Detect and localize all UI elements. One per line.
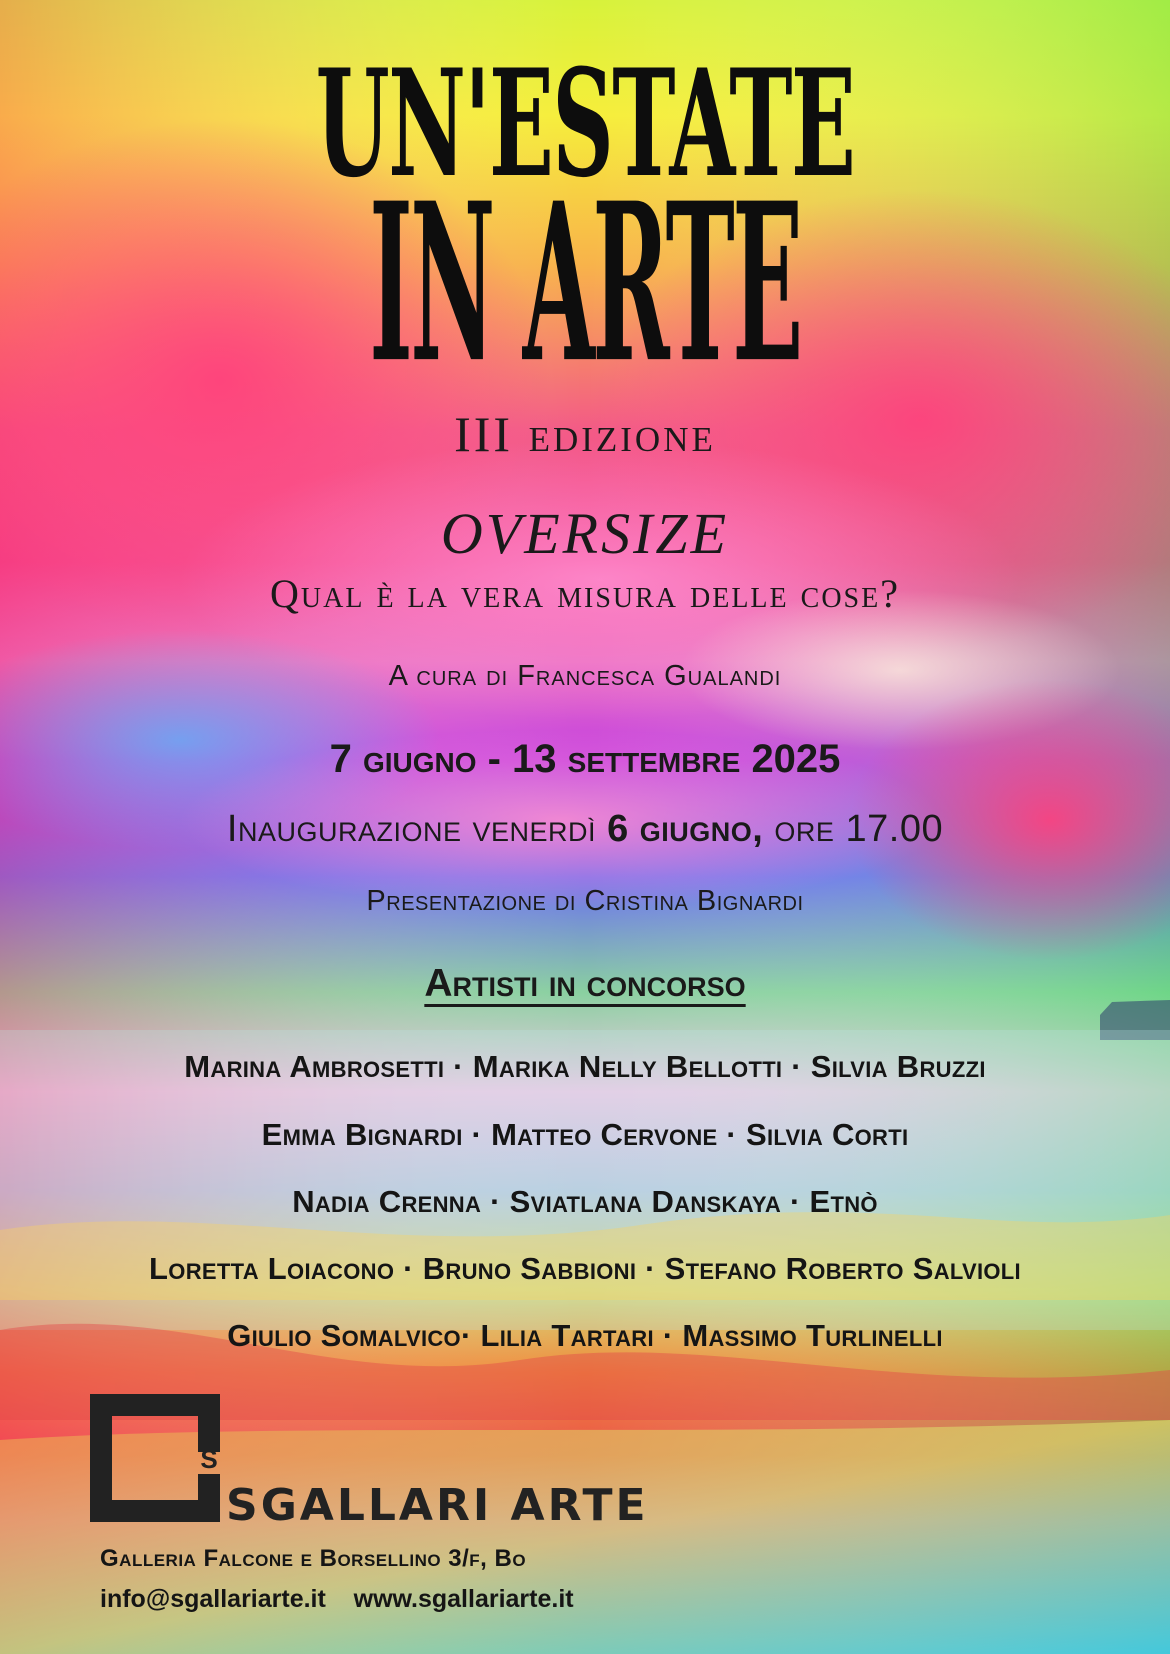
poster-title-line2: IN ARTE (369, 156, 801, 412)
artists-heading: Artisti in concorso (424, 962, 746, 1005)
gallery-logo (88, 1392, 649, 1531)
gallery-name: SGALLARI ARTE (226, 1480, 649, 1531)
artists-line: Nadia Crenna · Sviatlana Danskaya · Etnò (292, 1184, 878, 1219)
logo-s-mark: S (200, 1444, 218, 1474)
gallery-website: www.sgallariarte.it (353, 1585, 574, 1613)
exhibition-dates: 7 giugno - 13 settembre 2025 (329, 737, 841, 781)
exhibition-theme: OVERSIZE (440, 501, 730, 566)
curator-credit: A cura di Francesca Gualandi (388, 660, 782, 692)
gallery-email: info@sgallariarte.it (100, 1585, 326, 1613)
theme-question: Qual è la vera misura delle cose? (270, 571, 900, 616)
artists-line: Emma Bignardi · Matteo Cervone · Silvia Corti (261, 1117, 909, 1152)
artists-line: Loretta Loiacono · Bruno Sabbioni · Stefano Roberto Salvioli (149, 1251, 1021, 1286)
poster-title-line1: UN'ESTATE (315, 36, 855, 210)
opening-time: ore 17.00 (763, 808, 944, 850)
artists-line: Marina Ambrosetti · Marika Nelly Bellotti · Silvia Bruzzi (184, 1049, 986, 1084)
opening-info (0, 808, 1170, 851)
opening-prefix: Inaugurazione venerdì (226, 808, 608, 850)
presenter-credit: Presentazione di Cristina Bignardi (366, 885, 804, 917)
gallery-address: Galleria Falcone e Borsellino 3/f, Bo (100, 1545, 527, 1572)
edition-label: III edizione (454, 406, 716, 462)
gallery-contacts (100, 1585, 620, 1614)
opening-date: 6 giugno, (607, 808, 764, 850)
artists-line: Giulio Somalvico· Lilia Tartari · Massimo Turlinelli (227, 1318, 943, 1353)
